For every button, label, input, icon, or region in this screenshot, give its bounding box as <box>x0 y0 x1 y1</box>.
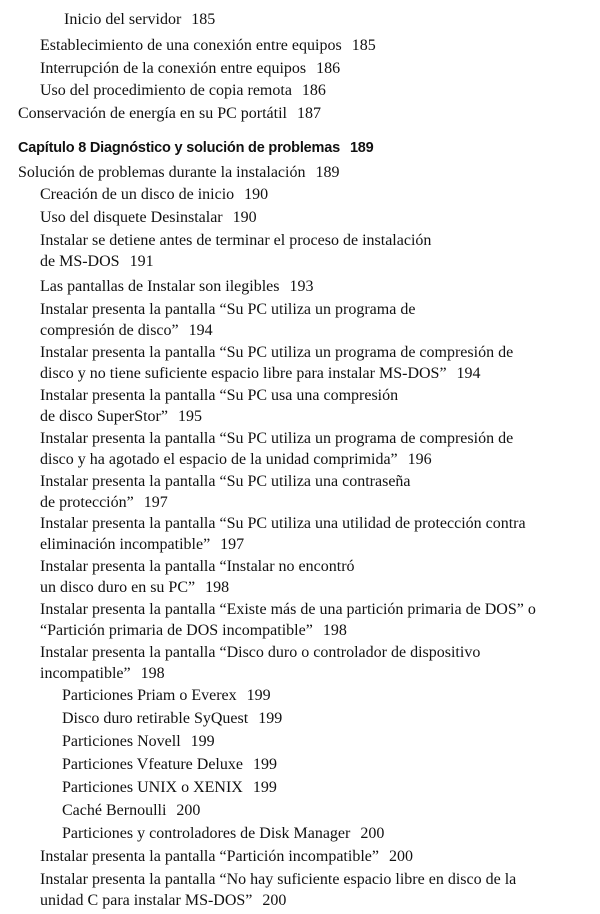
toc-entry <box>40 513 526 555</box>
toc-entry <box>40 342 513 384</box>
entry-title-continued: de MS-DOS <box>40 253 120 270</box>
entry-title: Instalar presenta la pantalla “Su PC utiliza un programa de <box>40 301 416 318</box>
page-number: 197 <box>143 494 168 511</box>
toc-entry <box>40 35 376 56</box>
page-number: 199 <box>258 710 283 727</box>
entry-title-continued: compresión de disco” <box>40 322 179 339</box>
entry-title: Las pantallas de Instalar son ilegibles <box>40 278 280 295</box>
entry-title: Uso del disquete Desinstalar <box>40 209 223 226</box>
entry-title: Solución de problemas durante la instalación <box>18 164 306 181</box>
entry-title: Instalar presenta la pantalla “No hay suficiente espacio libre en disco de la <box>40 871 517 888</box>
toc-entry <box>40 58 340 79</box>
entry-title: Instalar presenta la pantalla “Su PC utiliza una utilidad de protección contra <box>40 515 526 532</box>
entry-title: Particiones Vfeature Deluxe <box>62 756 243 773</box>
toc-entry <box>64 9 215 30</box>
page-number: 186 <box>301 82 326 99</box>
page-number: 190 <box>244 186 269 203</box>
entry-title: Conservación de energía en su PC portátil <box>18 105 287 122</box>
toc-entry <box>40 230 431 272</box>
page-number: 200 <box>176 802 201 819</box>
entry-title: Instalar presenta la pantalla “Partición incompatible” <box>40 848 379 865</box>
entry-title: Instalar presenta la pantalla “Existe más de una partición primaria de DOS” o <box>40 601 536 618</box>
toc-entry <box>40 556 355 598</box>
toc-entry <box>40 276 313 297</box>
toc-entry <box>40 385 398 427</box>
entry-title: Instalar presenta la pantalla “Su PC usa una compresión <box>40 387 399 404</box>
page-number: 199 <box>252 779 277 796</box>
entry-title: Instalar presenta la pantalla “Instalar no encontró <box>40 558 355 575</box>
toc-entry <box>18 162 339 183</box>
entry-title: Uso del procedimiento de copia remota <box>40 82 292 99</box>
entry-title: Capítulo 8 Diagnóstico y solución de problemas <box>18 140 340 156</box>
page-number: 198 <box>140 665 165 682</box>
toc-entry <box>18 103 321 124</box>
page-number: 194 <box>188 322 213 339</box>
entry-title: Particiones y controladores de Disk Manager <box>62 825 351 842</box>
page-number: 187 <box>296 105 321 122</box>
page-number: 200 <box>262 892 287 909</box>
entry-title: Disco duro retirable SyQuest <box>62 710 249 727</box>
toc-entry <box>40 471 411 513</box>
entry-title-continued: disco y ha agotado el espacio de la unidad comprimida” <box>40 451 398 468</box>
toc-entry <box>40 428 513 470</box>
toc-entry <box>40 299 415 341</box>
entry-title-continued: eliminación incompatible” <box>40 536 211 553</box>
entry-title-continued: incompatible” <box>40 665 131 682</box>
page-number: 198 <box>205 579 230 596</box>
page-number: 193 <box>289 278 314 295</box>
page-number: 199 <box>252 756 277 773</box>
toc-entry <box>62 800 200 821</box>
toc-entry <box>62 731 215 752</box>
entry-title: Particiones Priam o Everex <box>62 687 237 704</box>
entry-title: Instalar presenta la pantalla “Su PC utiliza un programa de compresión de <box>40 344 514 361</box>
entry-title-continued: de protección” <box>40 494 134 511</box>
entry-title: Caché Bernoulli <box>62 802 167 819</box>
page-number: 194 <box>456 365 481 382</box>
entry-title: Interrupción de la conexión entre equipos <box>40 60 307 77</box>
entry-title: Establecimiento de una conexión entre equipos <box>40 37 342 54</box>
toc-entry <box>40 846 413 867</box>
entry-title: Instalar presenta la pantalla “Disco duro o controlador de dispositivo <box>40 644 481 661</box>
toc-entry <box>40 207 257 228</box>
entry-title: Instalar presenta la pantalla “Su PC utiliza un programa de compresión de <box>40 430 514 447</box>
toc-entry <box>62 823 384 844</box>
page-number: 196 <box>407 451 432 468</box>
page-number: 189 <box>315 164 340 181</box>
entry-title-continued: “Partición primaria de DOS incompatible” <box>40 622 313 639</box>
toc-entry <box>40 869 516 911</box>
page-number: 200 <box>388 848 413 865</box>
toc-entry <box>62 685 271 706</box>
toc-entry <box>40 184 268 205</box>
entry-title: Instalar se detiene antes de terminar el proceso de instalación <box>40 232 432 249</box>
entry-title: Inicio del servidor <box>64 11 182 28</box>
page-number: 195 <box>177 408 202 425</box>
page-number: 198 <box>322 622 347 639</box>
toc-entry <box>62 777 277 798</box>
toc-entry <box>62 754 277 775</box>
page-number: 185 <box>191 11 216 28</box>
chapter-heading <box>18 138 374 159</box>
page-number: 199 <box>190 733 215 750</box>
entry-title: Instalar presenta la pantalla “Su PC utiliza una contraseña <box>40 473 411 490</box>
page-number: 186 <box>316 60 341 77</box>
entry-title-continued: un disco duro en su PC” <box>40 579 196 596</box>
entry-title: Particiones Novell <box>62 733 181 750</box>
page-number: 199 <box>246 687 271 704</box>
page-number: 189 <box>349 140 374 156</box>
toc-entry <box>40 599 536 641</box>
page-number: 185 <box>351 37 376 54</box>
entry-title-continued: disco y no tiene suficiente espacio libre para instalar MS-DOS” <box>40 365 447 382</box>
toc-entry <box>40 80 326 101</box>
page-number: 191 <box>129 253 154 270</box>
entry-title: Particiones UNIX o XENIX <box>62 779 243 796</box>
entry-title-continued: de disco SuperStor” <box>40 408 168 425</box>
page-number: 200 <box>360 825 385 842</box>
page-number: 190 <box>232 209 257 226</box>
toc-entry <box>40 642 480 684</box>
page-number: 197 <box>220 536 245 553</box>
entry-title: Creación de un disco de inicio <box>40 186 235 203</box>
entry-title-continued: unidad C para instalar MS-DOS” <box>40 892 253 909</box>
toc-entry <box>62 708 282 729</box>
